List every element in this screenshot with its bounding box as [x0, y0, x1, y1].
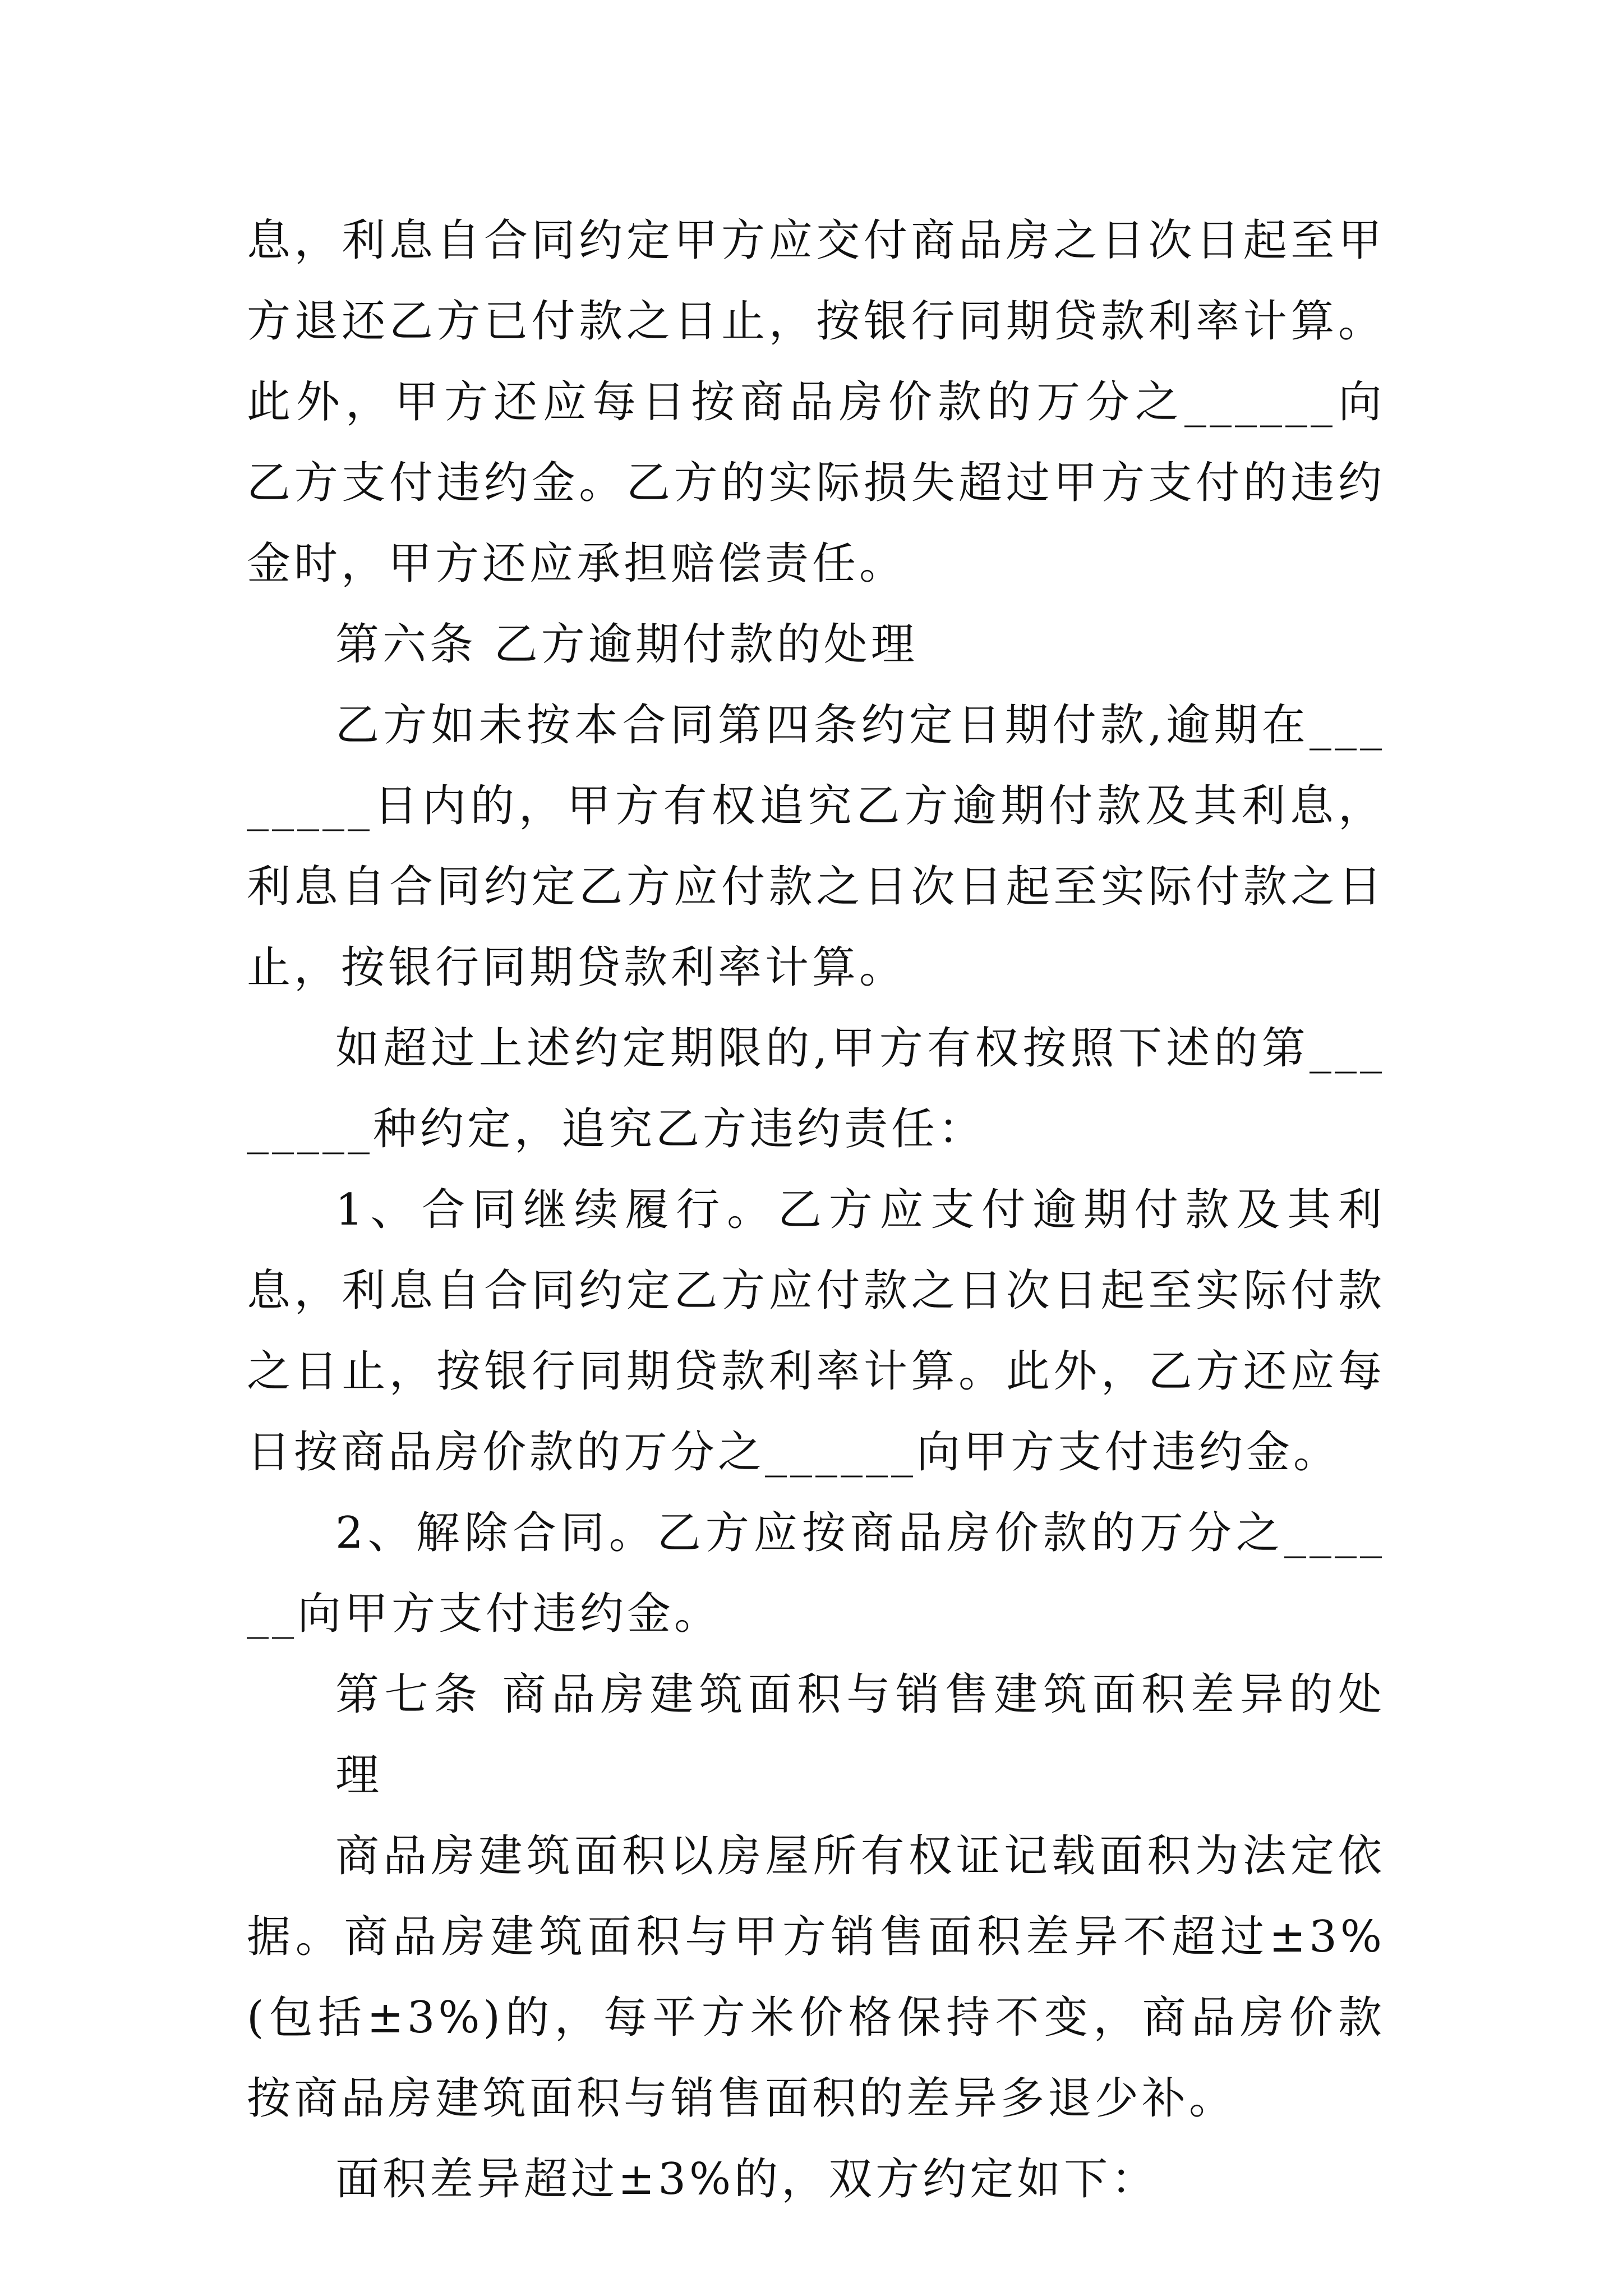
paragraph-overdue-payment: 乙方如未按本合同第四条约定日期付款,逾期在________日内的，甲方有权追究乙方逾期付款及其利息，利息自合同约定乙方应付款之日次日起至实际付款之日止，按银行同期贷款利率计算。: [247, 700, 1385, 993]
paragraph-exceed-period: 如超过上述约定期限的,甲方有权按照下述的第________种约定，追究乙方违约责任：: [247, 1023, 1385, 1154]
clause-2-terminate-contract: 2、解除合同。乙方应按商品房价款的万分之______向甲方支付违约金。: [247, 1508, 1385, 1639]
paragraph-area-exceed: 面积差异超过±3%的，双方约定如下：: [335, 2154, 1159, 2205]
document-body: [247, 200, 1385, 2220]
paragraph-area-basis: 商品房建筑面积以房屋所有权证记载面积为法定依据。商品房建筑面积与甲方销售面积差异不超过±3%(包括±3%)的，每平方米价格保持不变，商品房价款按商品房建筑面积与销售面积的差异多退少补。: [247, 1831, 1385, 2124]
article-7-heading: 第七条 商品房建筑面积与销售建筑面积差异的处理: [335, 1669, 1385, 1801]
article-6-heading: 第六条 乙方逾期付款的处理: [335, 619, 918, 670]
clause-1-continue-contract: 1、合同继续履行。乙方应支付逾期付款及其利息，利息自合同约定乙方应付款之日次日起至实际付款之日止，按银行同期贷款利率计算。此外，乙方还应每日按商品房价款的万分之______向甲方支付违约金。: [247, 1185, 1385, 1478]
paragraph-penalty-continued: 息，利息自合同约定甲方应交付商品房之日次日起至甲方退还乙方已付款之日止，按银行同期贷款利率计算。此外，甲方还应每日按商品房价款的万分之______向乙方支付违约金。乙方的实际损失超过甲方支付的违约金时，甲方还应承担赔偿责任。: [247, 215, 1385, 589]
